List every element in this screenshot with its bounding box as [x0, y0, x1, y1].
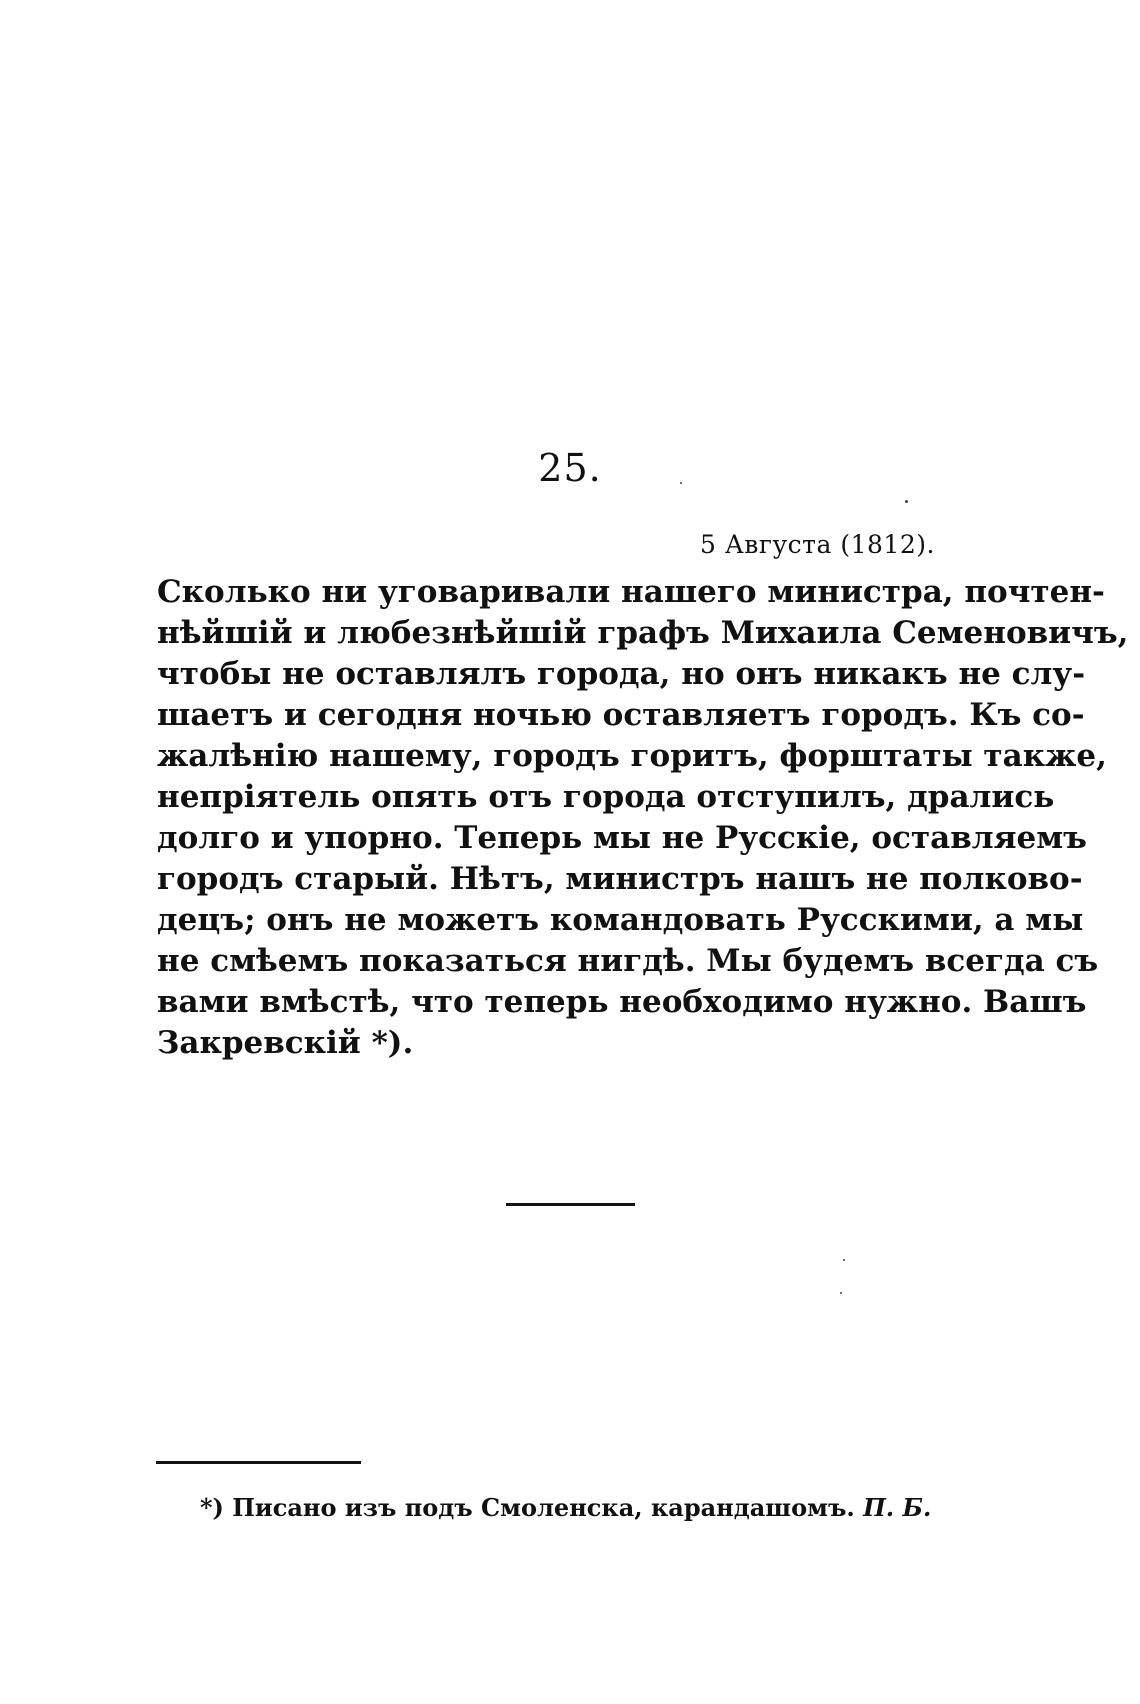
letter-date: 5 Августа (1812). — [700, 530, 935, 559]
scan-speck — [843, 1259, 845, 1261]
footnote-text: *) Писано изъ подъ Смоленска, карандашомъ. — [200, 1493, 855, 1522]
letter-line: шаетъ и сегодня ночью оставляетъ городъ. Къ со- — [157, 697, 1085, 733]
letter-line: чтобы не оставлялъ города, но онъ никакъ не слу- — [157, 656, 1086, 692]
letter-line: не смѣемъ показаться нигдѣ. Мы будемъ всегда съ — [157, 943, 1099, 979]
letter-line: долго и упорно. Теперь мы не Русскіе, оставляемъ — [157, 820, 1087, 856]
footnote-signature: П. Б. — [863, 1493, 932, 1522]
scan-speck — [840, 1292, 842, 1294]
letter-line: децъ; онъ не можетъ командовать Русскими, а мы — [157, 902, 1084, 938]
footnote — [200, 1492, 932, 1524]
letter-line: жалѣнію нашему, городъ горитъ, форштаты также, — [157, 738, 1107, 774]
letter-line: городъ старый. Нѣтъ, министръ нашъ не полково- — [157, 861, 1083, 897]
section-divider — [506, 1203, 635, 1206]
letter-line: Сколько ни уговаривали нашего министра, почтен- — [157, 574, 1105, 610]
letter-line: вами вмѣстѣ, что теперь необходимо нужно. Вашъ — [157, 984, 1087, 1020]
letter-line: нѣйшій и любезнѣйшій графъ Михаила Семеновичъ, — [157, 615, 1129, 651]
page-number: 25. — [538, 446, 602, 490]
scan-speck — [905, 500, 908, 503]
letter-line: непріятель опять отъ города отступилъ, дрались — [157, 779, 1055, 815]
footnote-divider — [156, 1461, 361, 1464]
letter-body — [157, 572, 1129, 1064]
scan-speck — [680, 482, 682, 484]
letter-line: Закревскій *). — [157, 1025, 414, 1061]
